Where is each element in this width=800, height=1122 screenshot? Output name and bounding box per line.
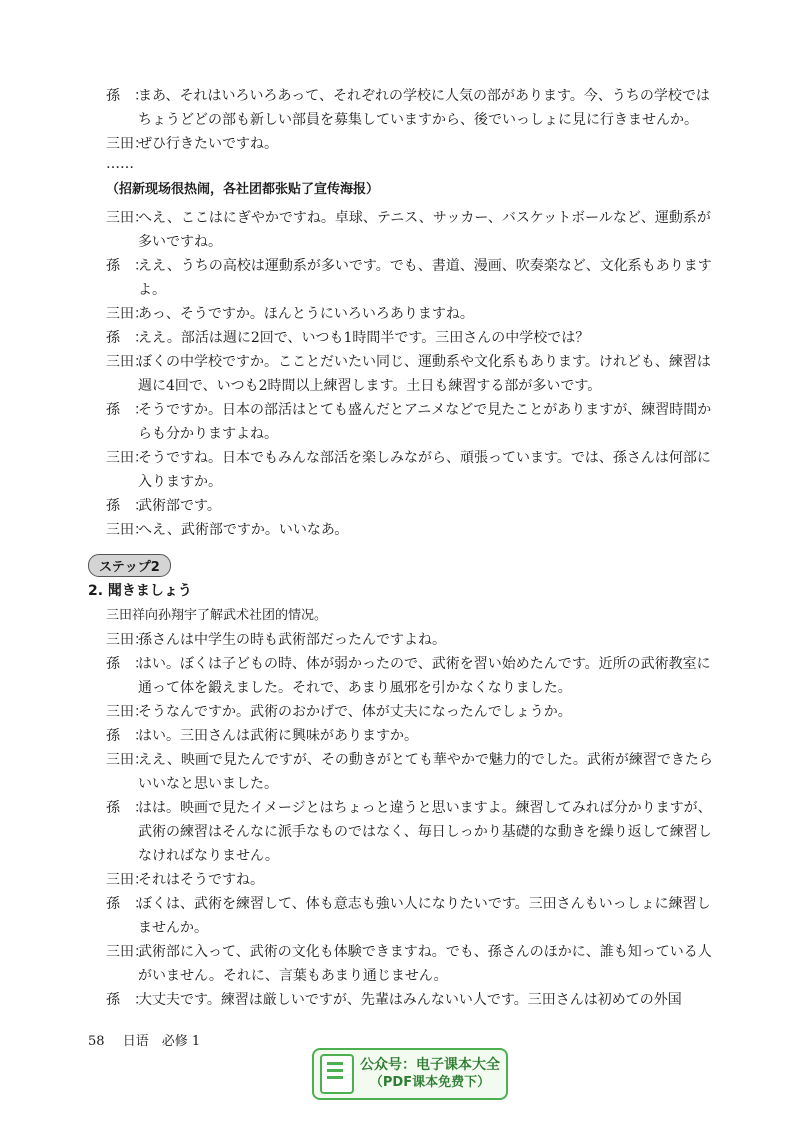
scene-note: （招新现场很热闹，各社团都张贴了宣传海报） [106, 182, 380, 197]
dialogue-text: ぜひ行きたいですね。 [138, 136, 278, 152]
dialogue-text: ええ、うちの高校は運動系が多いです。でも、書道、漫画、吹奏楽など、文化系もありますよ。 [138, 258, 712, 298]
dialogue-text: ええ、映画で見たんですが、その動きがとても華やかで魅力的でした。武術が練習できたらいいなと思いました。 [138, 752, 713, 792]
dialogue-text: まあ、それはいろいろあって、それぞれの学校に人気の部があります。今、うちの学校ではちょうどどの部も新しい部員を募集していますから、後でいっしょに見に行きませんか。 [138, 88, 710, 128]
speaker-label: 三田： [106, 944, 148, 960]
dialogue-line [106, 350, 716, 398]
book-icon [320, 1054, 354, 1094]
dialogue-text: はい。三田さんは武術に興味がありますか。 [138, 728, 418, 744]
dialogue-text: へえ、ここはにぎやかですね。卓球、テニス、サッカー、バスケットボールなど、運動系が多いですね。 [138, 210, 711, 250]
speaker-label: 孫 ： [106, 728, 148, 744]
speaker-label: 孫 ： [106, 258, 148, 274]
dialogue-text: ぼくの中学校ですか。こことだいたい同じ、運動系や文化系もあります。けれども、練習は週に4回で、いつも2時間以上練習します。土日も練習する部が多いです。 [138, 354, 711, 394]
section-title: 2. 聞きましょう [88, 583, 192, 599]
dialogue-line [106, 302, 716, 326]
dialogue-line [106, 724, 716, 748]
dialogue-line [106, 748, 716, 796]
speaker-label: 三田： [106, 632, 148, 648]
speaker-label: 孫 ： [106, 402, 148, 418]
dialogue-line [106, 326, 716, 350]
speaker-label: 三田： [106, 306, 148, 322]
dialogue-line [106, 254, 716, 302]
dialogue-text: 武術部です。 [138, 498, 221, 514]
dialogue-line [106, 446, 716, 494]
page-footer [88, 1030, 214, 1049]
speaker-label: 三田： [106, 872, 148, 888]
speaker-label: 孫 ： [106, 656, 148, 672]
dialogue-text: へえ、武術部ですか。いいなあ。 [138, 522, 349, 538]
dialogue-text: はは。映画で見たイメージとはちょっと違うと思いますよ。練習してみれば分かりますが、武術の練習はそんなに派手なものではなく、毎日しっかり基礎的な動きを繰り返して練習しなければなりません。 [138, 800, 712, 864]
dialogue-line [106, 988, 716, 1012]
speaker-label: 三田： [106, 450, 148, 466]
dialogue-line [106, 132, 716, 156]
dialogue-line [106, 892, 716, 940]
dialogue-line [106, 494, 716, 518]
speaker-label: 孫 ： [106, 992, 148, 1008]
speaker-label: 三田： [106, 136, 148, 152]
page-number: 58 [88, 1034, 105, 1049]
speaker-label: 孫 ： [106, 800, 148, 816]
dialogue-text: そうですね。日本でもみんな部活を楽しみながら、頑張っています。では、孫さんは何部に入りますか。 [138, 450, 711, 490]
speaker-label: 三田： [106, 704, 148, 720]
dialogue-text: そうなんですか。武術のおかげで、体が丈夫になったんでしょうか。 [138, 704, 572, 720]
stamp-line-1: 公众号：电子课本大全 [360, 1057, 500, 1073]
dialogue-text: 孫さんは中学生の時も武術部だったんですよね。 [138, 632, 446, 648]
speaker-label: 孫 ： [106, 498, 148, 514]
dialogue-text: そうですか。日本の部活はとても盛んだとアニメなどで見たことがありますが、練習時間からも分かりますよね。 [138, 402, 712, 442]
dialogue-line [106, 628, 716, 652]
dialogue-line [106, 796, 716, 868]
speaker-label: 孫 ： [106, 330, 148, 346]
dialogue-text: ええ。部活は週に2回で、いつも1時間半です。三田さんの中学校では？ [138, 330, 590, 346]
speaker-label: 三田： [106, 354, 148, 370]
dialogue-line [106, 940, 716, 988]
watermark-stamp [312, 1048, 508, 1100]
ellipsis: …… [106, 156, 134, 172]
book-title: 日语 必修 1 [122, 1034, 201, 1049]
dialogue-line [106, 398, 716, 446]
speaker-label: 三田： [106, 752, 148, 768]
dialogue-text: 武術部に入って、武術の文化も体験できますね。でも、孫さんのほかに、誰も知っている人がいません。それに、言葉もあまり通じません。 [138, 944, 712, 984]
dialogue-line [106, 84, 716, 132]
stamp-line-2: （PDF课本免费下） [369, 1075, 491, 1090]
speaker-label: 孫 ： [106, 88, 148, 104]
dialogue-text: 大丈夫です。練習は厳しいですが、先輩はみんないい人です。三田さんは初めての外国 [138, 992, 682, 1008]
dialogue-line [106, 700, 716, 724]
dialogue-line [106, 206, 716, 254]
dialogue-text: それはそうですね。 [138, 872, 264, 888]
speaker-label: 孫 ： [106, 896, 148, 912]
speaker-label: 三田： [106, 522, 148, 538]
dialogue-line [106, 518, 716, 542]
section-intro: 三田祥向孙翔宇了解武术社团的情况。 [106, 608, 328, 623]
dialogue-text: はい。ぼくは子どもの時、体が弱かったので、武術を習い始めたんです。近所の武術教室に通って体を鍛えました。それで、あまり風邪を引かなくなりました。 [138, 656, 711, 696]
dialogue-line [106, 652, 716, 700]
speaker-label: 三田： [106, 210, 148, 226]
dialogue-text: あっ、そうですか。ほんとうにいろいろありますね。 [138, 306, 474, 322]
step-badge: ステップ2 [88, 554, 171, 577]
dialogue-text: ぼくは、武術を練習して、体も意志も強い人になりたいです。三田さんもいっしょに練習しませんか。 [138, 896, 711, 936]
dialogue-line [106, 868, 716, 892]
